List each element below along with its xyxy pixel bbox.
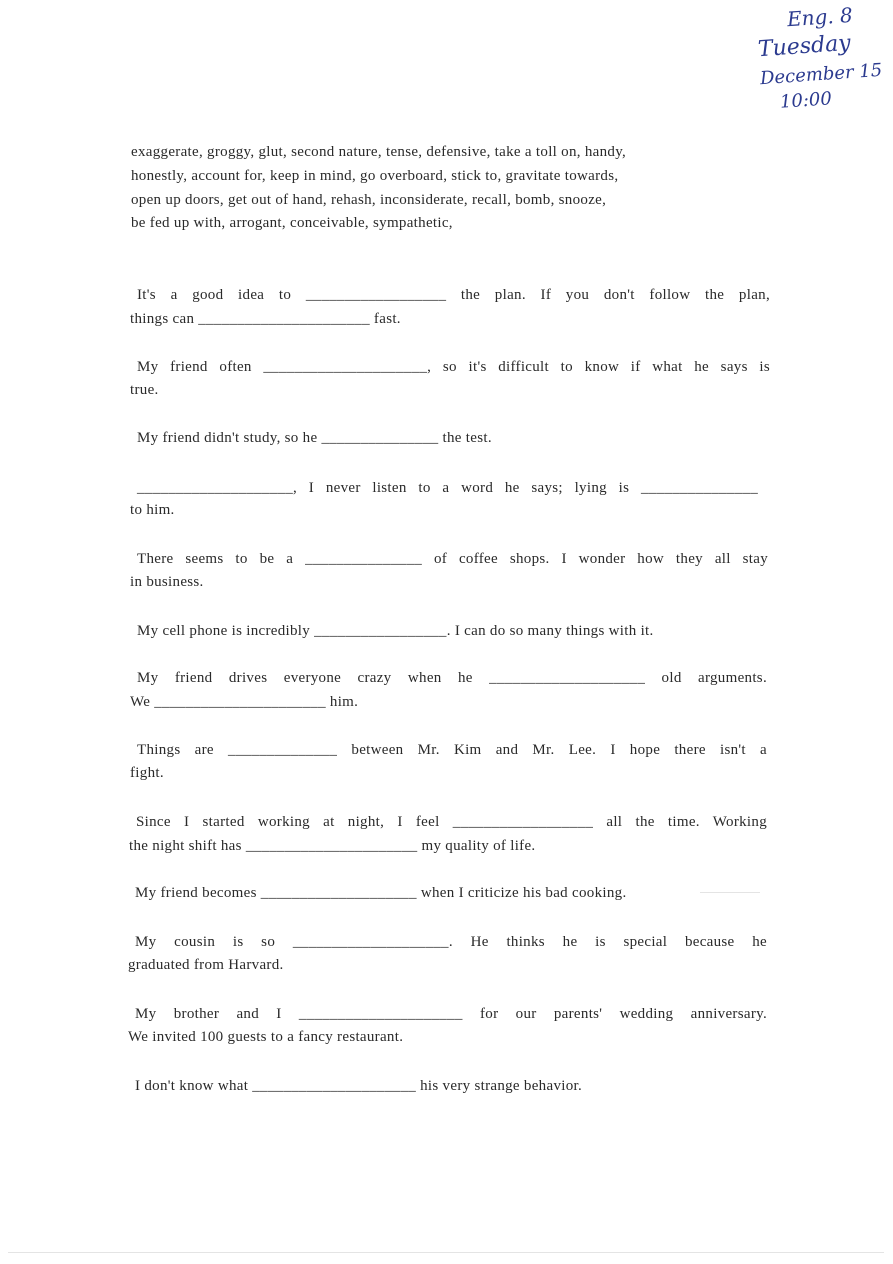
exercise-line: graduated from Harvard. — [128, 957, 284, 973]
exercise-line: My friend didn't study, so he _______________ the test. — [137, 430, 492, 446]
exercise-line: the night shift has ______________________ my quality of life. — [129, 838, 536, 854]
exercise-line: My friend becomes ____________________ when I criticize his bad cooking. — [135, 885, 627, 901]
handwritten-day: Tuesday — [757, 30, 852, 63]
exercise-line: ____________________, I never listen to a word he says; lying is _______________ — [137, 480, 758, 496]
word-bank-line: honestly, account for, keep in mind, go overboard, stick to, gravitate towards, — [131, 168, 619, 184]
exercise-line: There seems to be a _______________ of coffee shops. I wonder how they all stay — [137, 551, 768, 567]
exercise-line: to him. — [130, 502, 175, 518]
page-bottom-edge — [8, 1252, 884, 1253]
exercise-line: We ______________________ him. — [130, 694, 359, 710]
exercise-line: Things are ______________ between Mr. Kim and Mr. Lee. I hope there isn't a — [137, 742, 767, 758]
exercise-line: My friend often _____________________, so it's difficult to know if what he says is — [137, 359, 770, 375]
exercise-line: It's a good idea to __________________ the plan. If you don't follow the plan, — [137, 287, 770, 303]
exercise-line: I don't know what _____________________ his very strange behavior. — [135, 1078, 583, 1094]
word-bank-line: open up doors, get out of hand, rehash, inconsiderate, recall, bomb, snooze, — [131, 192, 607, 208]
exercise-line: fight. — [130, 765, 164, 781]
exercise-line: We invited 100 guests to a fancy restaurant. — [128, 1029, 404, 1045]
handwritten-time: 10:00 — [779, 88, 833, 113]
word-bank-line: exaggerate, groggy, glut, second nature, tense, defensive, take a toll on, handy, — [131, 144, 627, 160]
exercise-line: My friend drives everyone crazy when he ____________________ old arguments. — [137, 670, 767, 686]
divider — [700, 892, 760, 893]
word-bank-line: be fed up with, arrogant, conceivable, sympathetic, — [131, 215, 453, 231]
exercise-line: My brother and I _____________________ for our parents' wedding anniversary. — [135, 1006, 767, 1022]
exercise-line: Since I started working at night, I feel __________________ all the time. Working — [136, 814, 767, 830]
exercise-line: My cousin is so ____________________. He thinks he is special because he — [135, 934, 767, 950]
exercise-line: in business. — [130, 574, 204, 590]
exercise-line: true. — [130, 382, 159, 398]
handwritten-class: Eng. 8 — [786, 2, 854, 32]
handwritten-date: December 15 — [759, 59, 883, 90]
exercise-line: My cell phone is incredibly _________________. I can do so many things with it. — [137, 623, 654, 639]
exercise-line: things can ______________________ fast. — [130, 311, 401, 327]
